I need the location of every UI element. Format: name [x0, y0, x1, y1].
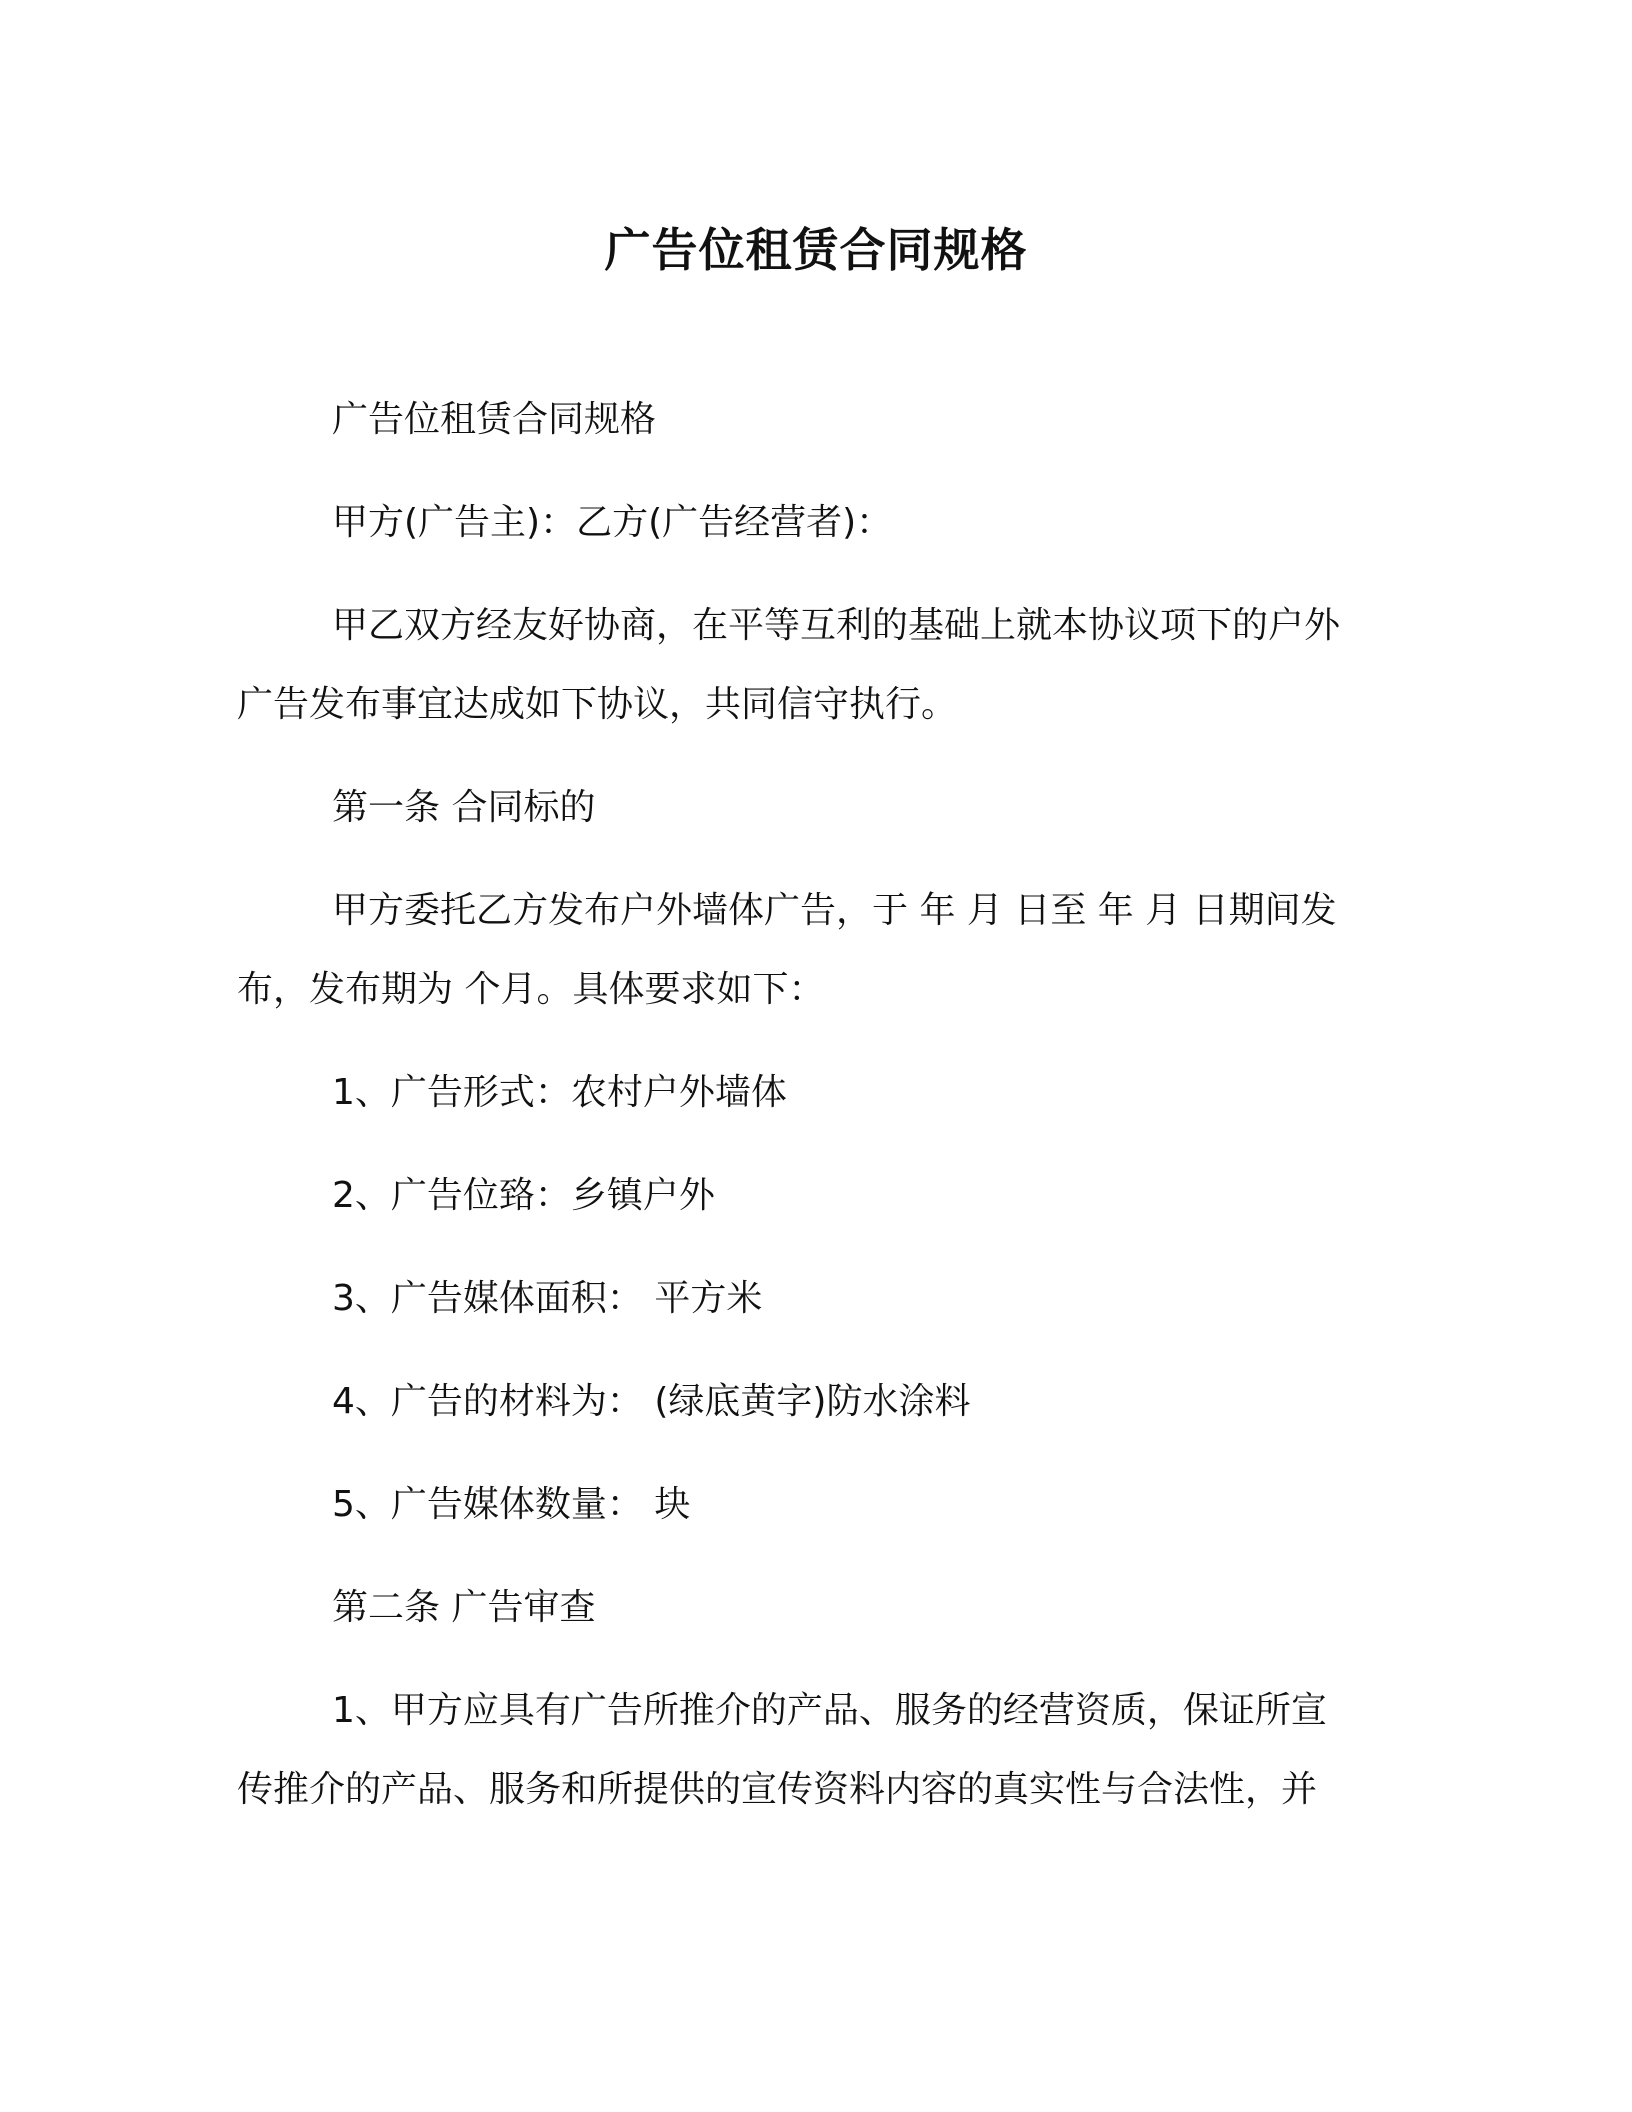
paragraph-line: 传推介的产品、服务和所提供的宣传资料内容的真实性与合法性，并 [237, 1769, 1318, 1810]
article-heading: 第二条 广告审查 [332, 1587, 596, 1628]
article-heading: 第一条 合同标的 [332, 787, 596, 828]
list-item: 3、广告媒体面积： 平方米 [332, 1278, 763, 1319]
paragraph-line: 1、甲方应具有广告所推介的产品、服务的经营资质，保证所宣 [332, 1690, 1327, 1731]
list-item: 2、广告位臵：乡镇户外 [332, 1175, 715, 1216]
document-title: 广告位租赁合同规格 [604, 223, 1028, 277]
paragraph-line: 甲方委托乙方发布户外墙体广告，于 年 月 日至 年 月 日期间发 [332, 890, 1337, 931]
paragraph-line: 广告发布事宜达成如下协议，共同信守执行。 [237, 684, 958, 725]
parties-line: 甲方(广告主)：乙方(广告经营者)： [332, 502, 893, 543]
list-item: 5、广告媒体数量： 块 [332, 1484, 691, 1525]
subtitle-line: 广告位租赁合同规格 [332, 399, 657, 440]
paragraph-line: 甲乙双方经友好协商，在平等互利的基础上就本协议项下的户外 [332, 605, 1341, 646]
list-item: 1、广告形式：农村户外墙体 [332, 1072, 787, 1113]
list-item: 4、广告的材料为： (绿底黄字)防水涂料 [332, 1381, 971, 1422]
paragraph-line: 布，发布期为 个月。具体要求如下： [237, 969, 825, 1010]
